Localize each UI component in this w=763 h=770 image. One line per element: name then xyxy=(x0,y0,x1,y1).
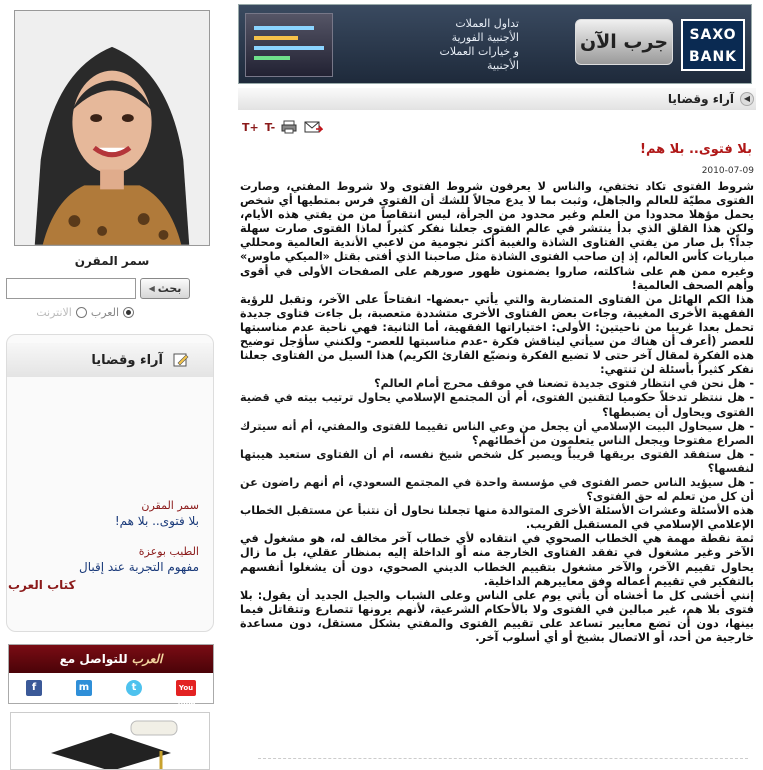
divider xyxy=(258,758,748,759)
ad-image[interactable] xyxy=(10,712,210,770)
font-decrease-button[interactable]: T- xyxy=(264,120,276,134)
radio-internet-label: الانترنت xyxy=(36,305,72,319)
list-item[interactable] xyxy=(79,545,199,574)
banner-line-1: تداول العملات xyxy=(455,17,519,30)
social-box xyxy=(8,644,214,708)
article-title: بلا فتوى.. بلا هم! xyxy=(640,142,752,157)
article-question: - هل ننتظر تدخلاً حكوميا لتقنين الفتوى، أم أن المجتمع الإسلامي يحاول ترتيب بيته في قضية الفتوى ويحاول أن يضبطها؟ xyxy=(240,391,754,419)
article-question: - هل ستفقد الفتوى بريقها قريباً ويصير كل شخص شيخ نفسه، أم أن الفتاوى ستعيد هيبتها لنفسها؟ xyxy=(240,447,754,475)
logo-line-1: SAXO xyxy=(689,27,737,43)
search-button[interactable] xyxy=(140,278,190,299)
article-body xyxy=(240,180,754,645)
facebook-icon[interactable]: f xyxy=(26,680,42,696)
writers-link[interactable]: كتاب العرب xyxy=(8,578,76,592)
entry-title-link[interactable]: مفهوم التجربة عند إقبال xyxy=(79,560,199,574)
logo-line-2: BANK xyxy=(688,49,738,65)
pen-note-icon xyxy=(173,352,189,368)
opinions-panel-header xyxy=(7,343,213,377)
article-paragraph: شروط الفتوى تكاد تختفي، والناس لا يعرفون شروط الفتوى ولا شروط المفتي، وصارت الفتوى مطيّة للعالم والجاهل، وثبت بما لا يدع مجالاً للشك أن الفتوى فرس بمتطيها أي شخص يحمل مؤهلا محدودا من العلم وغير محدود من الجرأة، ليس انتقاصاً من من يفتي هذه الأيام، ولكن هذا القلق الذي بدأ ينتشر في عالم الفتوى جعلنا نفكر كثيراً لماذا الفتوى صارت سهلة جداً؟ بل صار من يفتي الفتاوى الشاذة والغيبة أكثر نجومية من لاعبي الأندية العالمية ومحللي مباريات كأس العالم، إذ إن صاحب الفتوى الشاذة مثل صاحبنا الذي أفتى بقتل «الميكي ماوس» وغيره ممن هم على شاكلته، صاروا يضمنون ظهور صورهم على الصفحات الأولى في أقوى وأهم الصحف العالمية! xyxy=(240,180,754,292)
search-button-label: بحث xyxy=(157,282,182,295)
article-tools xyxy=(242,118,323,136)
radio-internet[interactable] xyxy=(76,307,87,318)
entry-author: سمر المقرن xyxy=(141,499,199,512)
trading-screen-icon xyxy=(245,13,333,77)
saxo-bank-logo xyxy=(681,19,745,71)
author-photo xyxy=(14,10,210,246)
try-now-button[interactable]: جرب الآن xyxy=(575,19,673,65)
myspace-icon[interactable]: m xyxy=(76,680,92,696)
graduation-cap-icon xyxy=(11,713,210,770)
author-name: سمر المقرن xyxy=(74,254,150,268)
banner-line-4: الأجنبية xyxy=(487,59,519,72)
author-portrait-image xyxy=(15,11,209,245)
email-icon[interactable] xyxy=(303,120,323,134)
search-row xyxy=(6,278,214,300)
social-header xyxy=(9,645,213,673)
article-question: - هل سيؤيد الناس حصر الفتوى في مؤسسة واحدة في المجتمع السعودي، أم أنهم راضون عن أن كل من تعلم له حق الفتوى؟ xyxy=(240,475,754,504)
section-header xyxy=(238,88,756,110)
twitter-icon[interactable]: t xyxy=(126,680,142,696)
opinions-panel-title: آراء وقضايا xyxy=(91,352,163,368)
main-content xyxy=(238,0,756,770)
entry-author: الطيب بوعزة xyxy=(138,545,199,558)
section-title: آراء وقضايا xyxy=(667,92,734,106)
saxo-bank-banner[interactable] xyxy=(238,4,752,84)
search-arrow-icon: ◀ xyxy=(148,284,155,293)
radio-arab[interactable] xyxy=(123,307,134,318)
arrow-left-icon: ◀ xyxy=(740,92,754,106)
social-brand: العرب xyxy=(131,652,163,666)
social-icons xyxy=(9,673,213,708)
youtube-icon[interactable]: You Tube xyxy=(176,680,196,696)
sidebar xyxy=(0,0,218,770)
banner-text xyxy=(339,17,519,73)
list-item[interactable] xyxy=(115,499,199,528)
search-scope xyxy=(6,304,134,320)
article-question: - هل سيحاول البيت الإسلامي أن يجعل من وعي الناس تقييما للفتوى والمفتي، أم أنه سيترك الصراع مفتوحا ويجعل الناس يتعلمون من أخطائهم؟ xyxy=(240,419,754,447)
social-prefix: للتواصل مع xyxy=(59,652,128,666)
article-paragraph: هذا الكم الهائل من الفتاوى المتضاربة والتي يأتي -بعضها- انفتاحاً على الآخر، وتقبل للرؤية الفقهية الأخرى المغيبة، وجاءت بعض الفتاوى الأخرى متشددة متعصبة، بل جاءت فتاوى جديدة تحمل بعدا غريبا من ناحيتين: الأولى: اختياراتها الفقهية، أما الثانية: فهي ناحية عدم مناسبتها للعصر (أعرف أن هناك من سيأتي ليناقش فكرة -عدم مناسبتها للعصر- ولكنني سأؤجل توضيح هذه الفكرة لمقال آخر حتى لا تضيع الفكرة ونضيّع القارئ الكريم) هذا السيل من الفتاوى جعلنا نفكر كثيراً بأسئلة لن تنتهي: xyxy=(240,292,754,377)
article-paragraph: إنني أخشى كل ما أخشاه أن يأتي يوم على الناس وعلى الشباب والجيل الجديد أن يقول: بلا فتوى بلا هم، غير مبالين في الفتوى ولا بالأحكام الشرعية، لأنهم يرونها تتصارع وتتقاتل فيما بينها، دون أن تضع معايير تساعد على تقييم الفتوى والمفتي بشكل مستقل، دون مساعدة خارجية من أحد، أو الاتصال بشيخ أو أي أسلوب آخر. xyxy=(240,588,754,644)
article-question: - هل نحن في انتظار فتوى جديدة تضعنا في موقف محرج أمام العالم؟ xyxy=(374,377,754,391)
article-date: 2010-07-09 xyxy=(701,166,754,176)
radio-arab-label: العرب xyxy=(90,305,119,319)
font-increase-button[interactable]: T+ xyxy=(242,120,259,134)
article-paragraph: هذه الأسئلة وعشرات الأسئلة الأخرى المتوالدة منها تجعلنا نحاول أن نتنبأ عن مستقبل الخطاب الإعلامي الإسلامي في المستقبل القريب. xyxy=(240,504,754,532)
print-icon[interactable] xyxy=(281,120,297,134)
banner-line-3: و خيارات العملات xyxy=(439,45,519,58)
entry-title-link[interactable]: بلا فتوى.. بلا هم! xyxy=(114,514,199,528)
search-input[interactable] xyxy=(6,278,136,299)
banner-line-2: الأجنبية الفورية xyxy=(451,31,519,44)
article-paragraph: ثمة نقطة مهمة هي الخطاب الصحوي في انتقاده لأي خطاب آخر مخالف له، هو مشغول في الآخر وغير مشغول في تفقد الفتاوى الخارجة منه أو الداخلة إليه بمنظار عقلي، بل ما زال يحاول تقييم الآخر، والآخر مشغول بتقييم الخطاب الديني الصحوي، دون أن يشغلوا أنفسهم بالتفكير في تقييم أعماله وفق معاييرهم الداخلية. xyxy=(240,532,754,588)
